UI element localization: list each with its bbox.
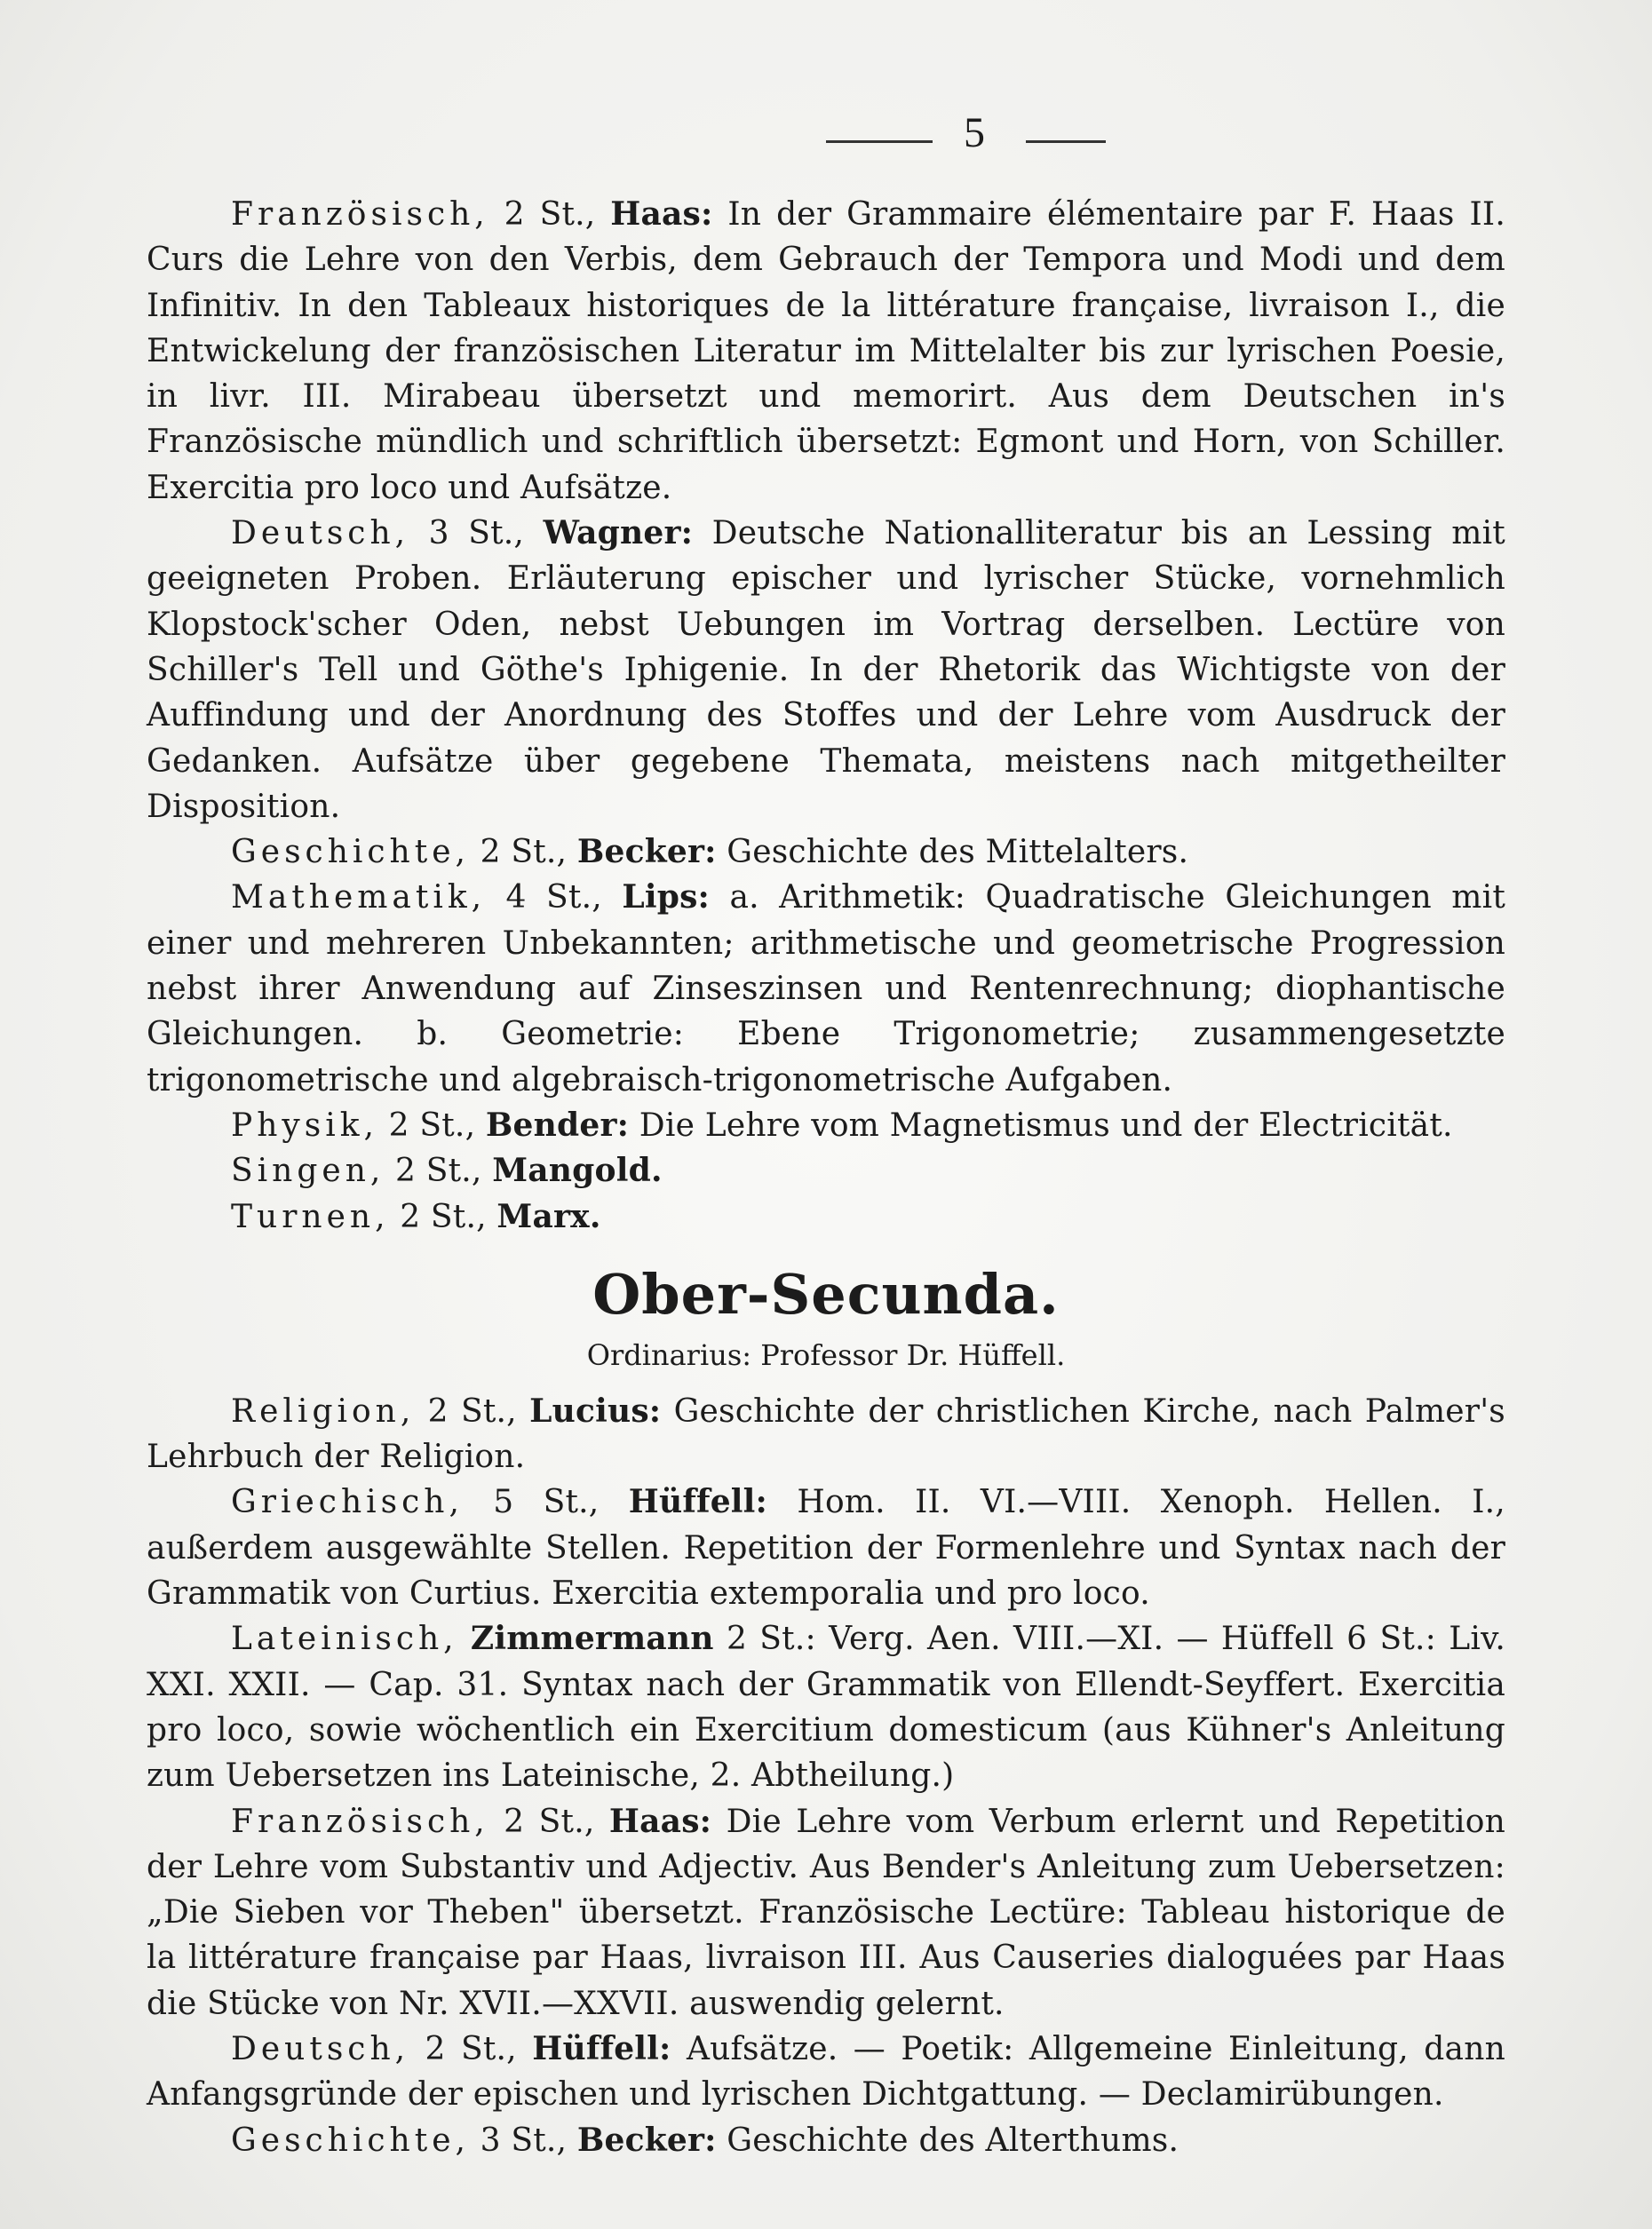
paragraph-text: Deutsche Nationalliteratur bis an Lessing mit geeigneten Proben. Erläuterung epischer und lyrischer Stücke, vornehmlich Klopstock'scher Oden, nebst Uebungen im Vortrag derselben. Lectüre von Schiller's Tell und Göthe's Iphigenie. In der Rhetorik das Wichtigste von der Auffindung und der Anordnung des Stoffes und der Lehre vom Ausdruck der Gedanken. Aufsätze über gegebene Themata, meistens nach mitgetheilter Disposition.: [147, 515, 1505, 825]
hours-label: 3 St.,: [480, 2122, 568, 2159]
paragraph-text: Geschichte der christlichen Kirche, nach Palmer's Lehrbuch der Religion.: [147, 1392, 1505, 1476]
paragraph-text: Hom. II. VI.—VIII. Xenoph. Hellen. I., außerdem ausgewählte Stellen. Repetition der Formenlehre und Syntax nach der Grammatik von Curtius. Exercitia extemporalia und pro loco.: [147, 1484, 1505, 1613]
paragraph-mathematik: [147, 875, 1505, 1102]
hours-label: 2 St.,: [395, 1153, 482, 1190]
subject-label: Turnen,: [231, 1198, 390, 1235]
teacher-label: Becker:: [576, 2121, 717, 2159]
hours-label: 4 St.,: [505, 879, 602, 916]
paragraph-text: Die Lehre vom Magnetismus und der Electricität.: [639, 1107, 1453, 1144]
paragraph-franzoesisch: [147, 192, 1505, 511]
teacher-label: Marx.: [496, 1197, 601, 1235]
paragraph-text: Geschichte des Mittelalters.: [727, 834, 1189, 871]
paragraph-religion: [147, 1389, 1505, 1480]
subject-label: Mathematik,: [231, 879, 487, 916]
page-number: 5: [964, 109, 985, 156]
teacher-label: Mangold.: [492, 1152, 663, 1190]
subject-label: Geschichte,: [231, 834, 470, 871]
hours-label: 2 St.:: [726, 1621, 816, 1658]
subject-label: Religion,: [231, 1392, 416, 1430]
paragraph-geschichte-ober: [147, 2118, 1505, 2163]
subject-label: Physik,: [231, 1107, 378, 1144]
teacher-label: Lucius:: [529, 1392, 662, 1430]
hours-label: 2 St.,: [504, 1803, 595, 1840]
hours-label: 2 St.,: [504, 196, 596, 233]
paragraph-griechisch: [147, 1479, 1505, 1616]
paragraph-text: a. Arithmetik: Quadratische Gleichungen mit einer und mehreren Unbekannten; arithmetische und geometrische Progression nebst ihrer Anwendung auf Zinseszinsen und Rentenrechnung; diophantische Gleichungen. b. Geometrie: Ebene Trigonometrie; zusammengesetzte trigonometrische und algebraisch-trigonometrische Aufgaben.: [147, 879, 1505, 1099]
hours-label: 2 St.,: [480, 834, 568, 871]
hours-label: 2 St.,: [388, 1107, 476, 1144]
paragraph-text: Aufsätze. — Poetik: Allgemeine Einleitung, dann Anfangsgründe der epischen und lyrischen Dichtgattung. — Declamirübungen.: [147, 2030, 1505, 2114]
paragraph-geschichte: [147, 829, 1505, 875]
subject-label: Deutsch,: [231, 515, 410, 552]
section-title: Ober-Secunda.: [592, 1261, 1060, 1327]
teacher-label: Bender:: [485, 1106, 630, 1144]
paragraph-lateinisch: [147, 1616, 1505, 1798]
subject-label: Französisch,: [231, 196, 489, 233]
paragraph-turnen: [147, 1194, 1505, 1240]
header-rule-left: [826, 140, 933, 143]
paragraph-franzoesisch-ober: [147, 1799, 1505, 2027]
subject-label: Singen,: [231, 1153, 385, 1190]
teacher-label: Haas:: [610, 195, 713, 233]
teacher-label: Zimmermann: [470, 1620, 714, 1658]
subject-label: Griechisch,: [231, 1484, 464, 1521]
teacher-label: Becker:: [576, 833, 717, 871]
paragraph-text: Geschichte des Alterthums.: [727, 2122, 1179, 2159]
hours-label: 5 St.,: [493, 1484, 600, 1521]
paragraph-physik: [147, 1103, 1505, 1148]
paragraph-text: In der Grammaire élémentaire par F. Haas II. Curs die Lehre von den Verbis, dem Gebrauch der Tempora und Modi und dem Infinitiv. In den Tableaux historiques de la littérature française, livraison I., die Entwickelung der französischen Literatur im Mittelalter bis zur lyrischen Poesie, in livr. III. Mirabeau übersetzt und memorirt. Aus dem Deutschen in's Französische mündlich und schriftlich übersetzt: Egmont und Horn, von Schiller. Exercitia pro loco und Aufsätze.: [147, 196, 1505, 506]
hours-label: 2 St.,: [427, 1392, 517, 1430]
hours-label: 2 St.,: [425, 2030, 517, 2067]
hours-label: 3 St.,: [428, 515, 525, 552]
teacher-label: Wagner:: [543, 514, 694, 552]
subject-label: Deutsch,: [231, 2030, 410, 2067]
teacher-label: Lips:: [622, 878, 711, 916]
header-rule-right: [1026, 140, 1106, 143]
paragraph-deutsch: [147, 511, 1505, 829]
subject-label: Französisch,: [231, 1803, 489, 1840]
section-subtitle: Ordinarius: Professor Dr. Hüffell.: [586, 1337, 1066, 1372]
page-header: [147, 107, 1505, 169]
teacher-label: Hüffell:: [532, 2029, 671, 2067]
hours-label: 2 St.,: [400, 1198, 487, 1235]
paragraph-deutsch-ober: [147, 2027, 1505, 2118]
teacher-label: Hüffell:: [628, 1483, 768, 1521]
teacher-label: Haas:: [608, 1802, 712, 1840]
subject-label: Geschichte,: [231, 2122, 470, 2159]
subject-label: Lateinisch,: [231, 1621, 458, 1658]
paragraph-text: Verg. Aen. VIII.—XI. — Hüffell 6 St.: Liv. XXI. XXII. — Cap. 31. Syntax nach der Grammatik von Ellendt-Seyffert. Exercitia pro loco, sowie wöchentlich ein Exercitium domesticum (aus Kühner's Anleitung zum Uebersetzen ins Lateinische, 2. Abtheilung.): [147, 1621, 1505, 1795]
paragraph-text: Die Lehre vom Verbum erlernt und Repetition der Lehre vom Substantiv und Adjectiv. Aus Bender's Anleitung zum Uebersetzen: „Die Sieben vor Theben" übersetzt. Französische Lectüre: Tableau historique de la littérature française par Haas, livraison III. Aus Causeries dialoguées par Haas die Stücke von Nr. XVII.—XXVII. auswendig gelernt.: [147, 1803, 1505, 2022]
paragraph-singen: [147, 1148, 1505, 1194]
